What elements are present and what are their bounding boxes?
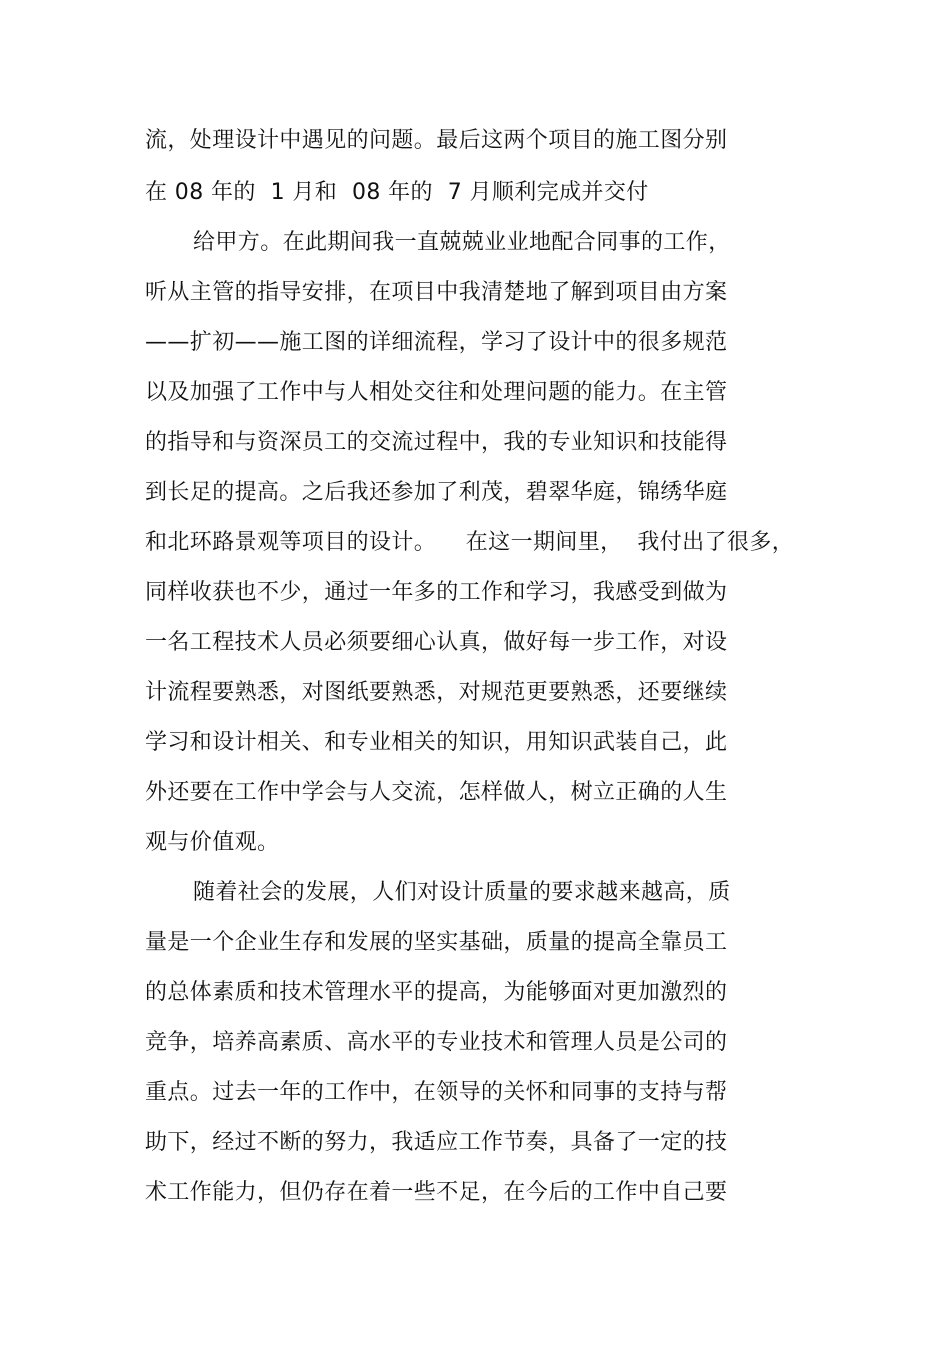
text-line: 和北环路景观等项目的设计。 在这一期间里， 我付出了很多，: [145, 530, 795, 555]
text-line: 在 08 年的 1 月和 08 年的 7 月顺利完成并交付: [145, 180, 649, 205]
text-line: 术工作能力，但仍存在着一些不足，在今后的工作中自己要: [145, 1180, 728, 1205]
paragraph-start-line: 随着社会的发展，人们对设计质量的要求越来越高，质: [193, 880, 731, 905]
text-line: 一名工程技术人员必须要细心认真，做好每一步工作，对设: [145, 630, 728, 655]
text-line: 计流程要熟悉，对图纸要熟悉，对规范更要熟悉，还要继续: [145, 680, 728, 705]
text-line: 量是一个企业生存和发展的坚实基础，质量的提高全靠员工: [145, 930, 728, 955]
text-line: 听从主管的指导安排，在项目中我清楚地了解到项目由方案: [145, 280, 728, 305]
text-line: 流，处理设计中遇见的问题。最后这两个项目的施工图分别: [145, 128, 728, 153]
text-line: 助下，经过不断的努力，我适应工作节奏，具备了一定的技: [145, 1130, 728, 1155]
text-line: 学习和设计相关、和专业相关的知识，用知识武装自己，此: [145, 730, 728, 755]
paragraph-start-line: 给甲方。在此期间我一直兢兢业业地配合同事的工作，: [193, 230, 731, 255]
text-line: 的指导和与资深员工的交流过程中，我的专业知识和技能得: [145, 430, 728, 455]
text-line: 以及加强了工作中与人相处交往和处理问题的能力。在主管: [145, 380, 728, 405]
text-line: 竞争，培养高素质、高水平的专业技术和管理人员是公司的: [145, 1030, 728, 1055]
text-line: 同样收获也不少，通过一年多的工作和学习，我感受到做为: [145, 580, 728, 605]
text-line: 观与价值观。: [145, 830, 280, 855]
text-line: 外还要在工作中学会与人交流，怎样做人，树立正确的人生: [145, 780, 728, 805]
text-line: ——扩初——施工图的详细流程，学习了设计中的很多规范: [145, 330, 728, 355]
text-line: 的总体素质和技术管理水平的提高，为能够面对更加激烈的: [145, 980, 728, 1005]
text-line: 重点。过去一年的工作中，在领导的关怀和同事的支持与帮: [145, 1080, 728, 1105]
text-line: 到长足的提高。之后我还参加了利茂，碧翠华庭，锦绣华庭: [145, 480, 728, 505]
